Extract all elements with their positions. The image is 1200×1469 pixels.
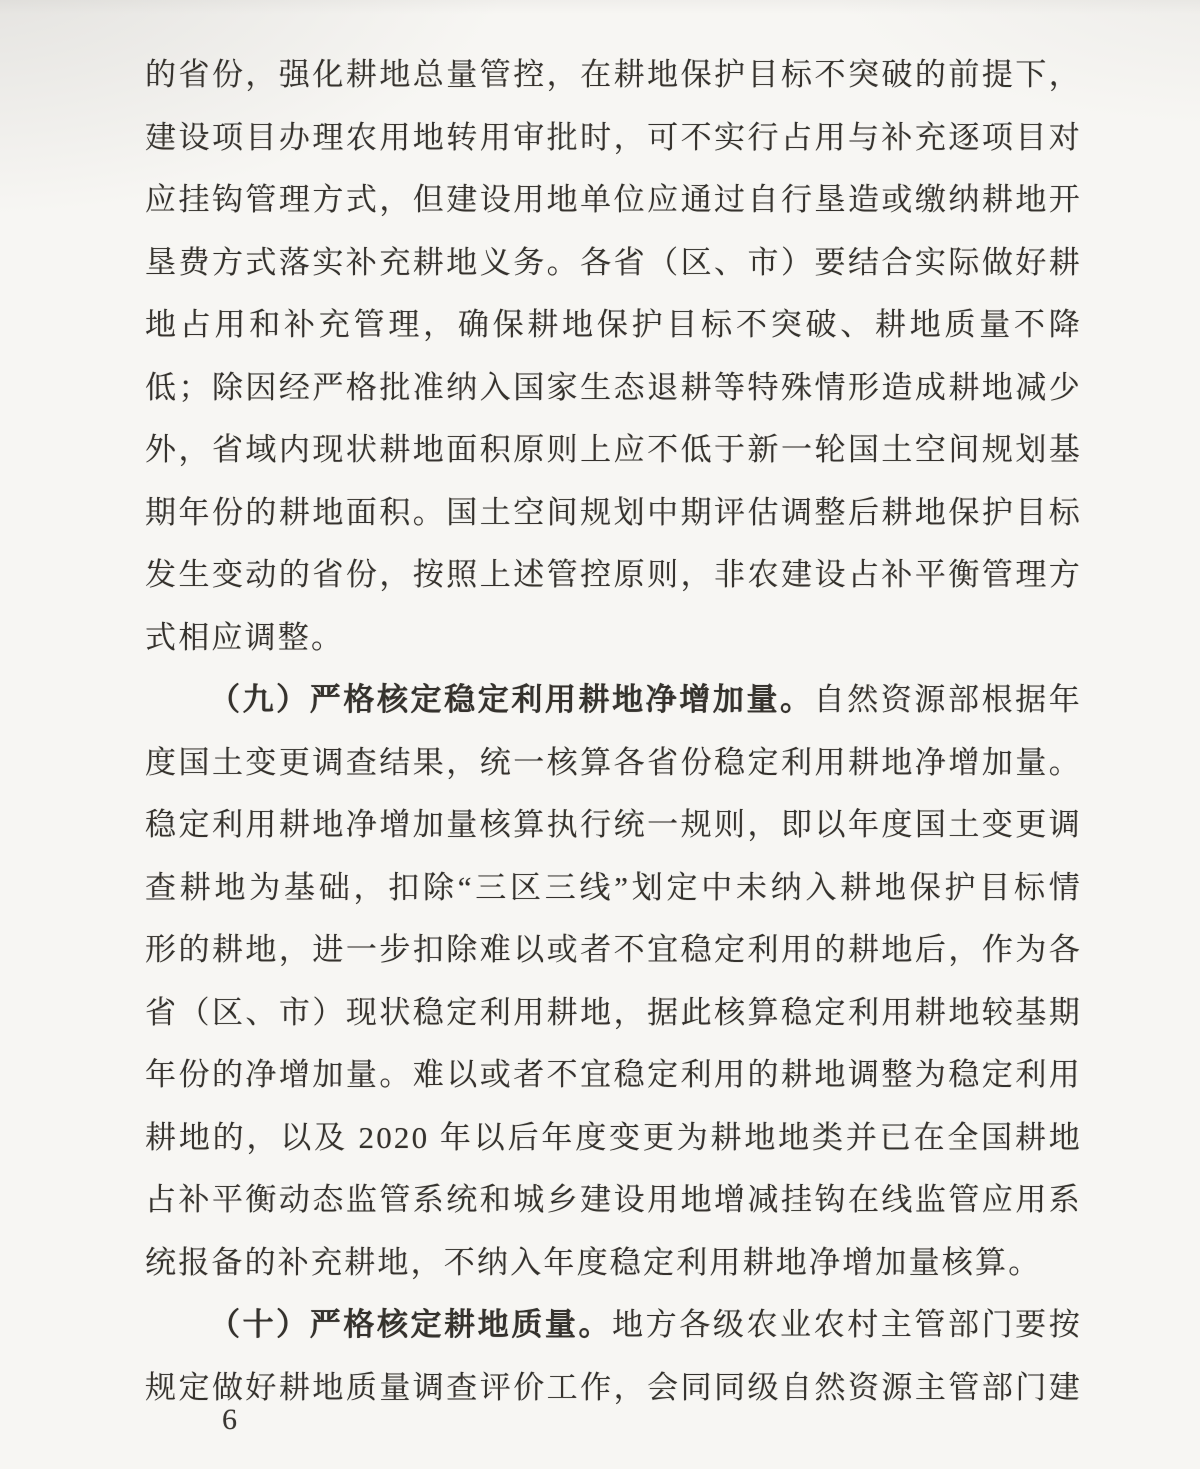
text-line — [145, 232, 1082, 295]
body-text: 查耕地为基础，扣除“三区三线”划定中未纳入耕地保护目标情 — [145, 869, 1082, 905]
body-text: 低；除因经严格批准纳入国家生态退耕等特殊情形造成耕地减少 — [145, 369, 1082, 405]
body-text: 地占用和补充管理，确保耕地保护目标不突破、耕地质量不降 — [145, 307, 1082, 342]
text-line — [145, 544, 1082, 607]
text-line — [145, 669, 1082, 732]
text-line — [145, 1169, 1082, 1232]
body-text: 应挂钩管理方式，但建设用地单位应通过自行垦造或缴纳耕地开 — [145, 182, 1082, 217]
body-text: 外，省域内现状耕地面积原则上应不低于新一轮国土空间规划基 — [145, 432, 1082, 467]
text-line — [145, 1044, 1082, 1107]
body-text: 统报备的补充耕地，不纳入年度稳定利用耕地净增加量核算。 — [145, 1244, 1042, 1280]
text-line — [145, 1107, 1082, 1170]
text-line — [145, 294, 1082, 357]
text-line — [145, 732, 1082, 795]
text-line — [145, 607, 1082, 670]
text-line — [145, 857, 1082, 920]
text-line — [145, 1357, 1082, 1420]
text-line — [145, 44, 1082, 107]
body-text: 发生变动的省份，按照上述管控原则，非农建设占补平衡管理方 — [145, 557, 1082, 592]
text-line — [145, 1294, 1082, 1357]
text-line — [145, 107, 1082, 170]
body-text: 度国土变更调查结果，统一核算各省份稳定利用耕地净增加量。 — [145, 744, 1082, 780]
body-text: 耕地的，以及 2020 年以后年度变更为耕地地类并已在全国耕地 — [145, 1119, 1082, 1155]
body-text: 垦费方式落实补充耕地义务。各省（区、市）要结合实际做好耕 — [145, 244, 1082, 280]
section-heading-text: （九）严格核定稳定利用耕地净增加量。 — [209, 682, 814, 717]
body-text: 稳定利用耕地净增加量核算执行统一规则，即以年度国土变更调 — [145, 807, 1082, 842]
body-text: 规定做好耕地质量调查评价工作，会同同级自然资源主管部门建 — [145, 1369, 1082, 1405]
text-line — [145, 794, 1082, 857]
body-text: 形的耕地，进一步扣除难以或者不宜稳定利用的耕地后，作为各 — [145, 932, 1082, 967]
text-line — [145, 419, 1082, 482]
body-text: 占补平衡动态监管系统和城乡建设用地增减挂钩在线监管应用系 — [145, 1182, 1082, 1217]
section-heading-text: （十）严格核定耕地质量。 — [209, 1307, 613, 1342]
document-body-text — [145, 44, 1082, 1419]
body-text: 式相应调整。 — [145, 619, 345, 655]
body-text: 年份的净增加量。难以或者不宜稳定利用的耕地调整为稳定利用 — [145, 1057, 1082, 1092]
text-line — [145, 919, 1082, 982]
body-text: 的省份，强化耕地总量管控，在耕地保护目标不突破的前提下， — [145, 57, 1082, 92]
page-number: 6 — [222, 1403, 237, 1436]
text-line — [145, 982, 1082, 1045]
body-text: 期年份的耕地面积。国土空间规划中期评估调整后耕地保护目标 — [145, 494, 1082, 530]
text-line — [145, 1232, 1082, 1295]
text-line — [145, 169, 1082, 232]
text-line — [145, 357, 1082, 420]
body-text: 省（区、市）现状稳定利用耕地，据此核算稳定利用耕地较基期 — [145, 994, 1082, 1030]
text-line — [145, 482, 1082, 545]
body-text: 自然资源部根据年 — [813, 682, 1082, 717]
body-text: 建设项目办理农用地转用审批时，可不实行占用与补充逐项目对 — [145, 119, 1082, 155]
body-text: 地方各级农业农村主管部门要按 — [612, 1307, 1082, 1342]
